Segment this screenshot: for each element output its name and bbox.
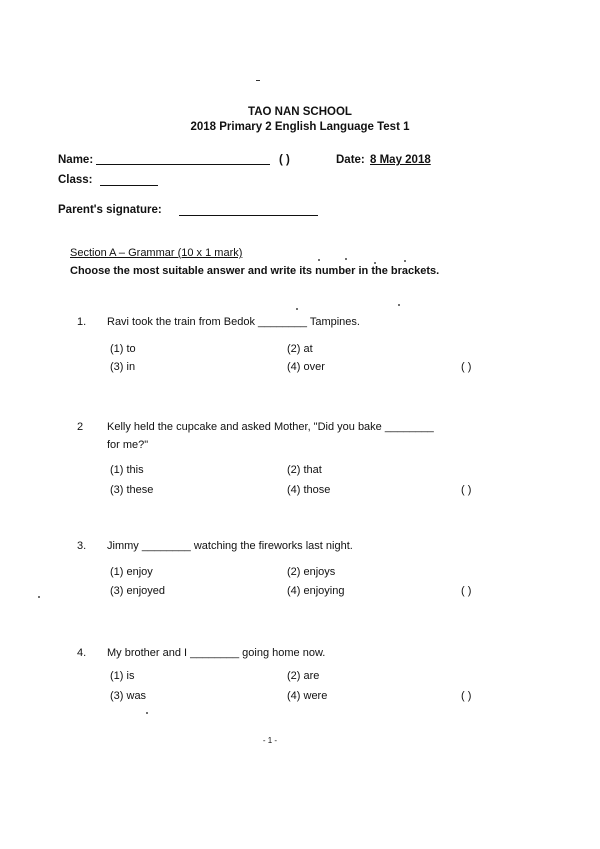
scan-speck [296, 308, 298, 310]
option-1: (1) is [110, 670, 135, 682]
option-2: (2) enjoys [287, 566, 336, 578]
scan-speck [318, 259, 320, 261]
question-blank: ________ [384, 421, 434, 433]
page-number: - 1 - [262, 736, 278, 745]
signature-field[interactable] [179, 215, 318, 216]
option-2: (2) are [287, 670, 320, 682]
option-3: (3) was [110, 690, 147, 702]
scan-speck [404, 260, 406, 262]
question-text [107, 316, 360, 328]
question-text [107, 540, 353, 552]
stray-mark [256, 80, 260, 81]
option-4: (4) over [287, 361, 325, 373]
question-number: 4. [77, 647, 87, 659]
signature-label: Parent's signature: [58, 204, 162, 216]
option-1: (1) this [110, 464, 144, 476]
section-title: Section A – Grammar (10 x 1 mark) [70, 247, 243, 259]
name-field[interactable] [96, 164, 270, 165]
register-number-brackets[interactable]: ( ) [279, 154, 290, 166]
scan-speck [374, 262, 376, 264]
question-number: 2 [77, 421, 84, 433]
school-name: TAO NAN SCHOOL [248, 106, 352, 118]
question-text [107, 647, 325, 659]
question-text [107, 421, 434, 433]
question-text-after: going home now. [242, 647, 326, 659]
option-2: (2) at [287, 343, 313, 355]
option-3: (3) these [110, 484, 154, 496]
question-text-after: Tampines. [309, 316, 360, 328]
question-blank: ________ [141, 540, 191, 552]
question-text-before: Ravi took the train from Bedok [107, 316, 255, 328]
question-text-before: My brother and I [107, 647, 188, 659]
name-label: Name: [58, 154, 94, 166]
class-label: Class: [58, 174, 93, 186]
question-text-line2: for me?" [107, 439, 149, 451]
scan-speck [345, 258, 347, 260]
answer-bracket[interactable]: ( ) [461, 484, 472, 496]
date-label: Date: [336, 154, 365, 166]
option-1: (1) enjoy [110, 566, 153, 578]
question-text-before: Jimmy [107, 540, 139, 552]
test-title: 2018 Primary 2 English Language Test 1 [190, 121, 410, 133]
scan-speck [146, 712, 148, 714]
answer-bracket[interactable]: ( ) [461, 690, 472, 702]
option-4: (4) enjoying [287, 585, 345, 597]
option-2: (2) that [287, 464, 322, 476]
class-field[interactable] [100, 185, 158, 186]
scan-speck [398, 304, 400, 306]
option-4: (4) those [287, 484, 331, 496]
option-4: (4) were [287, 690, 328, 702]
question-number: 1. [77, 316, 87, 328]
question-text-before: Kelly held the cupcake and asked Mother, "Did you bake [107, 421, 382, 433]
question-number: 3. [77, 540, 87, 552]
scan-speck [38, 596, 40, 598]
question-text-after: watching the fireworks last night. [193, 540, 353, 552]
section-instruction: Choose the most suitable answer and write its number in the brackets. [70, 265, 440, 277]
answer-bracket[interactable]: ( ) [461, 585, 472, 597]
answer-bracket[interactable]: ( ) [461, 361, 472, 373]
option-3: (3) in [110, 361, 136, 373]
question-blank: ________ [258, 316, 307, 328]
date-value: 8 May 2018 [370, 154, 431, 166]
option-3: (3) enjoyed [110, 585, 166, 597]
option-1: (1) to [110, 343, 136, 355]
question-blank: ________ [190, 647, 240, 659]
